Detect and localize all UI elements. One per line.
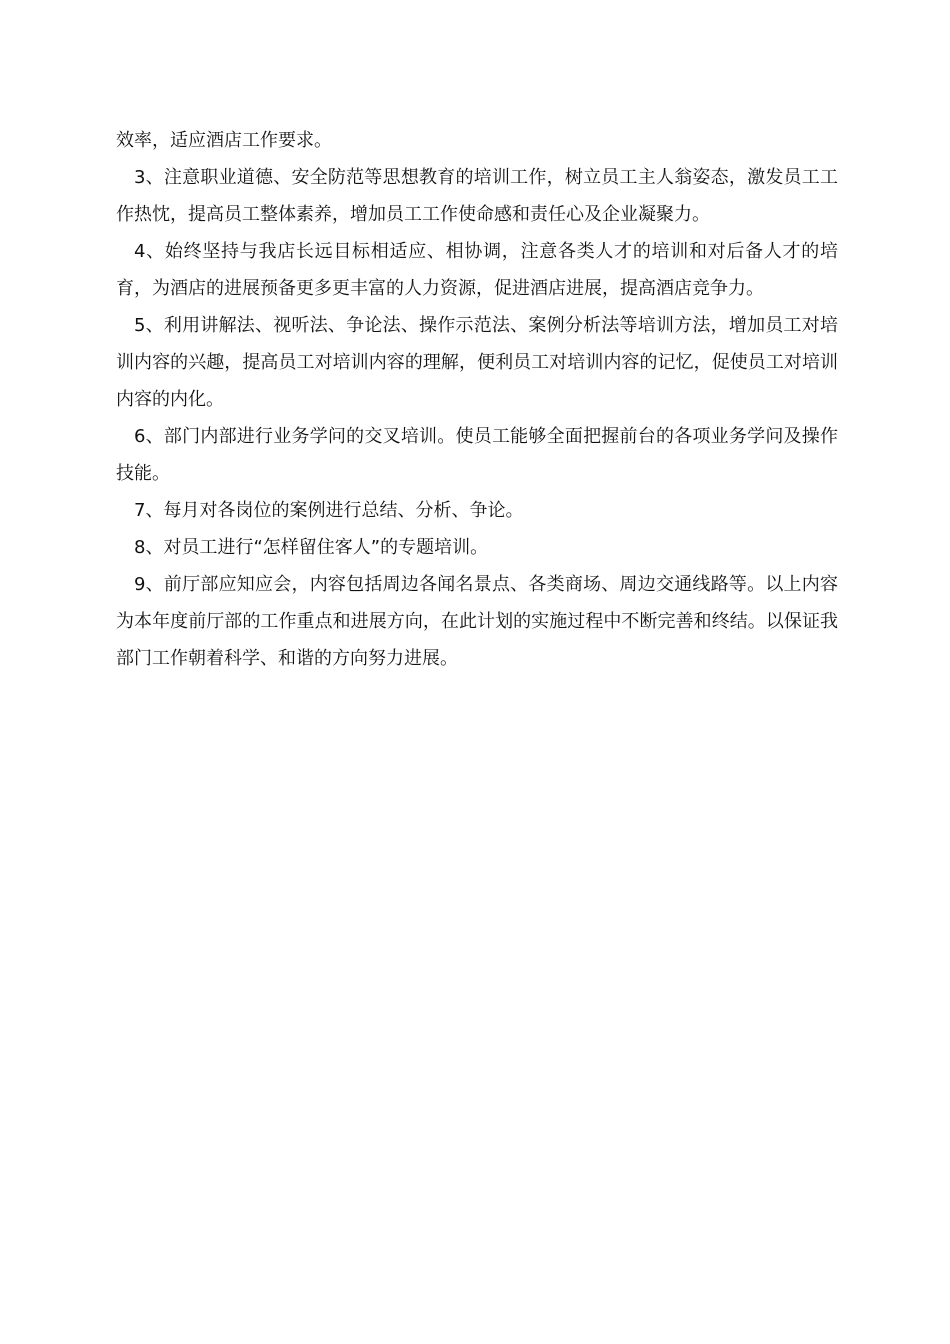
paragraph-item-6: 6、部门内部进行业务学问的交叉培训。使员工能够全面把握前台的各项业务学问及操作技能。 <box>116 426 838 484</box>
paragraph-item-4: 4、始终坚持与我店长远目标相适应、相协调，注意各类人才的培训和对后备人才的培育，为酒店的进展预备更多更丰富的人力资源，促进酒店进展，提高酒店竞争力。 <box>116 241 838 299</box>
paragraph-item-5: 5、利用讲解法、视听法、争论法、操作示范法、案例分析法等培训方法，增加员工对培训内容的兴趣，提高员工对培训内容的理解，便利员工对培训内容的记忆，促使员工对培训内容的内化。 <box>116 315 838 410</box>
paragraph-item-8: 8、对员工进行“怎样留住客人”的专题培训。 <box>134 537 489 558</box>
paragraph-item-7: 7、每月对各岗位的案例进行总结、分析、争论。 <box>134 500 524 521</box>
paragraph-item-9: 9、前厅部应知应会，内容包括周边各闻名景点、各类商场、周边交通线路等。以上内容为本年度前厅部的工作重点和进展方向，在此计划的实施过程中不断完善和终结。以保证我部门工作朝着科学、和谐的方向努力进展。 <box>116 574 838 669</box>
paragraph-continuation: 效率，适应酒店工作要求。 <box>116 130 332 151</box>
paragraph-item-3: 3、注意职业道德、安全防范等思想教育的培训工作，树立员工主人翁姿态，激发员工工作热忱，提高员工整体素养，增加员工工作使命感和责任心及企业凝聚力。 <box>116 167 838 225</box>
document-body <box>116 122 838 677</box>
